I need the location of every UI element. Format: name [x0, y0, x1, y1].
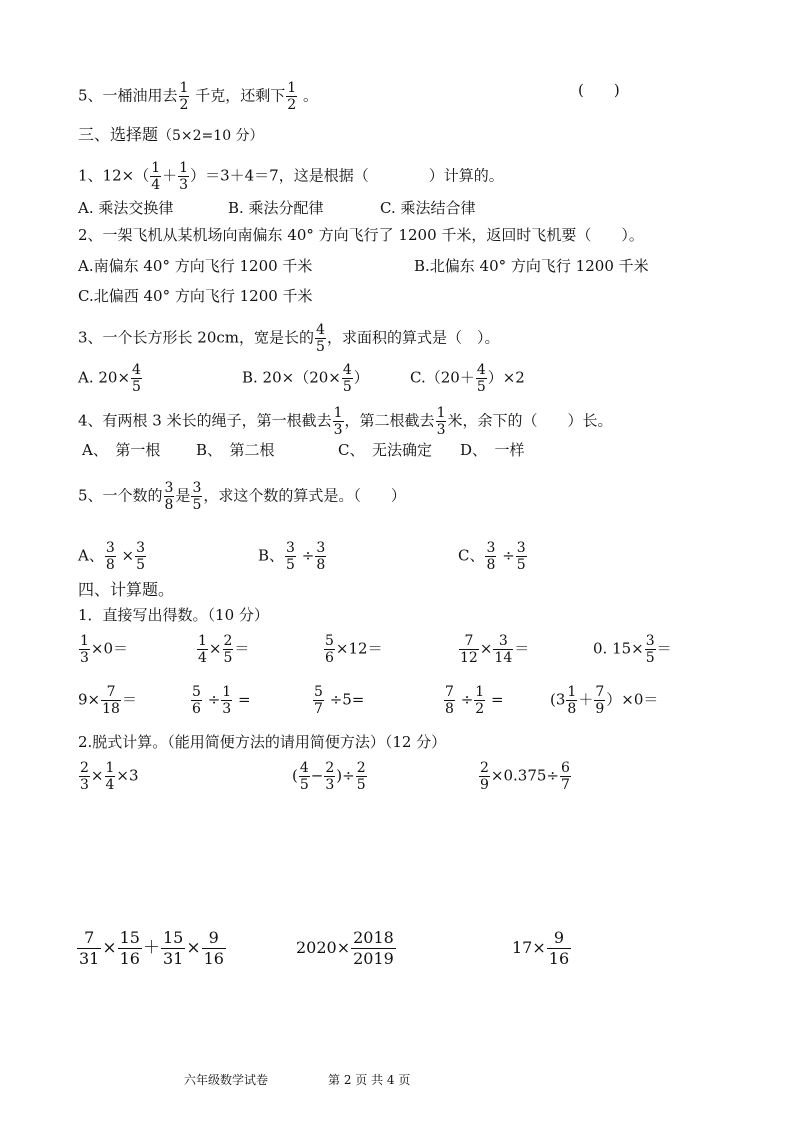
- fraction: $\frac{6}{7}$: [561, 760, 570, 793]
- answer-blank[interactable]: ( ): [578, 81, 620, 99]
- choice-question-5: 5、一个数的 $\frac{3}{8}$ 是 $\frac{3}{5}$ ，求这个数的算式是。（ ）: [78, 480, 406, 513]
- option-c[interactable]: C. 乘法结合律: [380, 199, 476, 217]
- fraction: $\frac{2}{5}$: [223, 633, 233, 666]
- fraction: $\frac{4}{5}$: [476, 362, 486, 395]
- direct-calc-item: (3 $\frac{1}{8}$ ＋ $\frac{7}{9}$ ）×0＝: [550, 684, 659, 717]
- page-number: 第 2 页 共 4 页: [328, 1073, 411, 1087]
- option-a[interactable]: A. 乘法交换律: [78, 199, 174, 217]
- fraction: $\frac{1}{2}$: [179, 80, 189, 113]
- step-calc-item: $\frac{2}{3}$ × $\frac{1}{4}$ ×3: [80, 760, 139, 793]
- step-calc-item: 2020× $\frac{2018}{2019}$: [296, 928, 394, 968]
- option-b[interactable]: B. 20×（20× $\frac{4}{5}$ ）: [242, 362, 369, 395]
- fraction: $\frac{3}{8}$: [105, 540, 115, 573]
- option-d[interactable]: D、 一样: [460, 441, 525, 459]
- fraction: $\frac{3}{8}$: [164, 480, 174, 513]
- fraction: $\frac{15}{31}$: [162, 928, 184, 968]
- fraction: $\frac{4}{5}$: [316, 322, 325, 355]
- subsection-heading: 1．直接写出得数。（10 分）: [78, 606, 269, 624]
- fraction: $\frac{1}{2}$: [287, 80, 297, 113]
- section-heading: 三、选择题（5×2=10 分）: [78, 125, 264, 144]
- direct-calc-item: $\frac{7}{12}$ × $\frac{3}{14}$ ＝: [460, 633, 530, 666]
- direct-calc-item: $\frac{7}{8}$ ÷ $\frac{1}{2}$ =: [445, 684, 504, 717]
- fraction: $\frac{9}{16}$: [203, 928, 224, 968]
- fraction: $\frac{3}{5}$: [136, 540, 146, 573]
- fraction: $\frac{7}{8}$: [445, 684, 454, 717]
- direct-calc-item: $\frac{1}{3}$ ×0＝: [80, 633, 129, 666]
- option-a[interactable]: A、 $\frac{3}{8}$ × $\frac{3}{5}$: [78, 540, 146, 573]
- direct-calc-item: 0. 15× $\frac{3}{5}$ ＝: [593, 633, 672, 666]
- fraction: $\frac{1}{3}$: [333, 405, 343, 438]
- option-c[interactable]: C.（20＋ $\frac{4}{5}$ ）×2: [410, 362, 525, 395]
- option-b[interactable]: B、 $\frac{3}{5}$ ÷ $\frac{3}{8}$: [258, 540, 326, 573]
- fraction: $\frac{1}{3}$: [222, 684, 232, 717]
- option-c[interactable]: C.北偏西 40° 方向飞行 1200 千米: [78, 287, 313, 305]
- fraction: $\frac{4}{5}$: [299, 760, 309, 793]
- choice-question-2: 2、一架飞机从某机场向南偏东 40° 方向飞行了 1200 千米，返回时飞机要（ ）。: [78, 226, 644, 244]
- fraction: $\frac{3}{5}$: [192, 480, 202, 513]
- fraction: $\frac{5}{6}$: [192, 684, 201, 717]
- fraction: $\frac{7}{18}$: [102, 684, 120, 717]
- fraction: $\frac{3}{8}$: [316, 540, 326, 573]
- fraction: $\frac{2}{9}$: [480, 760, 489, 793]
- option-a[interactable]: A.南偏东 40° 方向飞行 1200 千米: [78, 257, 313, 275]
- fraction: $\frac{1}{8}$: [567, 684, 577, 717]
- fraction: $\frac{1}{4}$: [105, 760, 115, 793]
- fraction: $\frac{7}{12}$: [460, 633, 478, 666]
- fraction: $\frac{1}{3}$: [179, 160, 189, 193]
- option-a[interactable]: A、 第一根: [82, 441, 161, 459]
- choice-question-4: 4、有两根 3 米长的绳子，第一根截去 $\frac{1}{3}$ ，第二根截去 $\frac{1}{3}$ 米，余下的（ ）长。: [78, 405, 613, 438]
- fraction: $\frac{3}{8}$: [486, 540, 496, 573]
- fraction: $\frac{2}{5}$: [356, 760, 366, 793]
- option-b[interactable]: B.北偏东 40° 方向飞行 1200 千米: [414, 257, 649, 275]
- direct-calc-item: 9× $\frac{7}{18}$ ＝: [78, 684, 137, 717]
- fraction: $\frac{5}{7}$: [314, 684, 323, 717]
- step-calc-item: $\frac{7}{31}$ × $\frac{15}{16}$ ＋ $\frac{15}{31}$ × $\frac{9}{16}$: [79, 928, 224, 968]
- fraction: $\frac{7}{9}$: [595, 684, 605, 717]
- fraction: $\frac{7}{31}$: [79, 928, 100, 968]
- fraction: $\frac{3}{14}$: [494, 633, 513, 666]
- fraction: $\frac{3}{5}$: [286, 540, 295, 573]
- option-b[interactable]: B、 第二根: [196, 441, 275, 459]
- fraction: $\frac{1}{4}$: [151, 160, 161, 193]
- footer-title: 六年级数学试卷: [184, 1073, 269, 1087]
- direct-calc-item: $\frac{1}{4}$ × $\frac{2}{5}$ ＝: [198, 633, 250, 666]
- fraction: $\frac{2018}{2019}$: [353, 928, 394, 968]
- fraction: $\frac{4}{5}$: [132, 362, 141, 395]
- fraction: $\frac{9}{16}$: [548, 928, 570, 968]
- tf-question-5: 5、一桶油用去 $\frac{1}{2}$ 千克，还剩下 $\frac{1}{2}$ 。: [78, 80, 318, 113]
- step-calc-item: ( $\frac{4}{5}$ − $\frac{2}{3}$ )÷ $\frac{2}{5}$: [292, 760, 366, 793]
- fraction: $\frac{1}{3}$: [80, 633, 89, 666]
- step-calc-item: 17× $\frac{9}{16}$: [512, 928, 570, 968]
- direct-calc-item: $\frac{5}{6}$ ÷ $\frac{1}{3}$ =: [192, 684, 251, 717]
- fraction: $\frac{1}{3}$: [436, 405, 446, 438]
- step-calc-item: $\frac{2}{9}$ ×0.375÷ $\frac{6}{7}$: [480, 760, 570, 793]
- option-a[interactable]: A. 20× $\frac{4}{5}$: [78, 362, 141, 395]
- choice-question-3: 3、一个长方形长 20cm，宽是长的 $\frac{4}{5}$ ，求面积的算式是（ ）。: [78, 322, 500, 355]
- fraction: $\frac{4}{5}$: [342, 362, 352, 395]
- fraction: $\frac{15}{16}$: [119, 928, 140, 968]
- fraction: $\frac{5}{6}$: [325, 633, 334, 666]
- fraction: $\frac{1}{4}$: [198, 633, 207, 666]
- option-c[interactable]: C、 $\frac{3}{8}$ ÷ $\frac{3}{5}$: [458, 540, 526, 573]
- direct-calc-item: $\frac{5}{7}$ ÷5=: [314, 684, 365, 717]
- fraction: $\frac{3}{5}$: [645, 633, 655, 666]
- fraction: $\frac{1}{2}$: [475, 684, 485, 717]
- fraction: $\frac{2}{3}$: [325, 760, 335, 793]
- section-heading: 四、计算题。: [78, 580, 175, 599]
- subsection-heading: 2.脱式计算。（能用简便方法的请用简便方法）（12 分）: [78, 733, 447, 751]
- option-c[interactable]: C、 无法确定: [338, 441, 432, 459]
- direct-calc-item: $\frac{5}{6}$ ×12＝: [325, 633, 383, 666]
- option-b[interactable]: B. 乘法分配律: [228, 199, 324, 217]
- fraction: $\frac{3}{5}$: [516, 540, 526, 573]
- fraction: $\frac{2}{3}$: [80, 760, 89, 793]
- choice-question-1: 1、12×（ $\frac{1}{4}$ ＋ $\frac{1}{3}$ ）＝3＋4＝7，这是根据（ ）计算的。: [78, 160, 504, 193]
